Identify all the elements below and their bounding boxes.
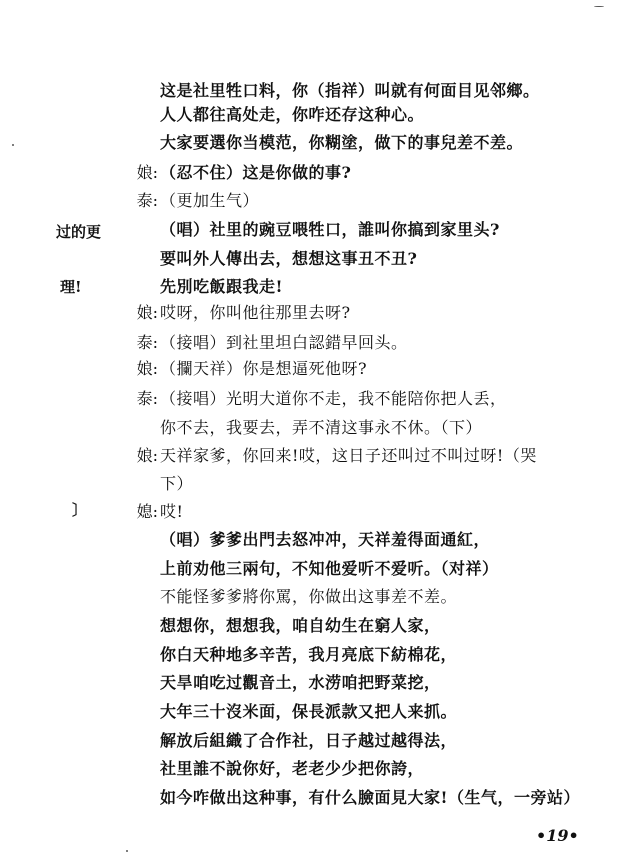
margin-fragment-1: 过的更 <box>56 223 102 241</box>
script-line: （更加生气） <box>160 191 260 210</box>
script-line: 这是社里牲口料，你（指祥）叫就有何面目见邻鄉。 <box>160 81 540 100</box>
speaker-label: 泰: <box>136 333 158 352</box>
margin-fragment-2: 理! <box>60 278 82 296</box>
page-number: •19• <box>536 826 579 845</box>
speaker-label: 娘: <box>136 359 158 378</box>
script-line: 你不去，我要去，弄不清这事永不休。（下） <box>160 418 483 437</box>
script-line: 人人都往高处走，你咋还存这种心。 <box>160 105 425 124</box>
script-line: 想想你，想想我，咱自幼生在窮人家， <box>160 616 441 635</box>
margin-fragment-3: 〕 <box>72 501 88 519</box>
scan-speck <box>594 6 604 7</box>
script-line: 如今咋做出这种事，有什么臉面見大家!（生气，一旁站） <box>160 788 581 807</box>
script-line: 大年三十沒米面，保長派款又把人来抓。 <box>160 702 458 721</box>
speaker-label: 娘: <box>136 163 158 182</box>
script-line: 天旱咱吃过觀音土，水涝咱把野菜挖， <box>160 673 441 692</box>
script-line: 你白天种地多辛苦，我月亮底下紡棉花， <box>160 645 458 664</box>
script-line: 天祥家爹，你回来!哎，这日子还叫过不叫过呀!（哭 <box>160 446 537 465</box>
script-line: （唱）社里的豌豆喂牲口，誰叫你搞到家里头? <box>160 220 500 239</box>
speaker-label: 媳: <box>136 502 158 521</box>
script-line: 要叫外人傳出去，想想这事丑不丑? <box>160 249 418 268</box>
script-line: 解放后組織了合作社，日子越过越得法， <box>160 731 458 750</box>
scan-speck <box>126 850 128 852</box>
script-line: （接唱）光明大道你不走，我不能陪你把人丢， <box>160 389 507 408</box>
script-line: 哎呀，你叫他往那里去呀? <box>160 303 351 322</box>
script-line: 下） <box>160 474 194 493</box>
scan-speck <box>12 144 14 146</box>
script-line: 社里誰不說你好，老老少少把你誇， <box>160 759 425 778</box>
script-line: （攔天祥）你是想逼死他呀? <box>160 359 368 378</box>
speaker-label: 娘: <box>136 446 158 465</box>
script-line: 不能怪爹爹將你罵，你做出这事差不差。 <box>160 587 458 606</box>
script-line: （接唱）到社里坦白認錯早回头。 <box>160 333 408 352</box>
script-line: 上前劝他三兩句，不知他爱听不爱听。（对祥） <box>160 559 499 578</box>
script-line: 大家要選你当模范，你糊塗，做下的事兒差不差。 <box>160 133 524 152</box>
speaker-label: 泰: <box>136 389 158 408</box>
script-line: 先別吃飯跟我走! <box>160 277 284 296</box>
script-line: （唱）爹爹出門去怒冲冲，天祥羞得面通紅， <box>160 530 491 549</box>
speaker-label: 娘: <box>136 303 158 322</box>
script-line: 哎! <box>160 502 184 521</box>
speaker-label: 泰: <box>136 191 158 210</box>
script-line: （忍不住）这是你做的事? <box>160 163 352 182</box>
